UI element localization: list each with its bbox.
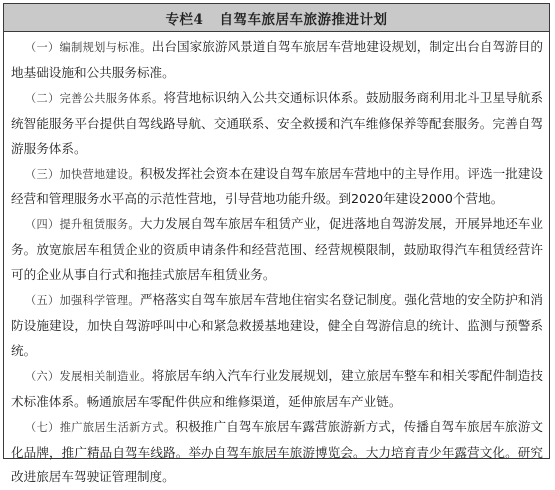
section-text: 积极推广自驾车旅居车露营旅游新方式，传播自驾车旅居车旅游文化品牌，推广精品自驾车线路。举办自驾车旅居车旅游博览会。大力培育青少年露营文化。研究改进旅居车驾驶证管理制度。 [11,418,544,485]
section-heading: （二）完善公共服务体系。 [25,91,164,105]
section-heading: （三）加快营地建设。 [25,167,140,181]
box-title: 自驾车旅居车旅游推进计划 [219,11,388,28]
section-text: 出台国家旅游风景道自驾车旅居车营地建设规划，制定出台自驾游目的地基础设施和公共服务标准。 [11,39,544,80]
section-heading: （四）提升租赁服务。 [25,218,140,232]
box-content [4,32,549,490]
section-heading: （六）发展相关制造业。 [25,369,152,383]
section-text: 严格落实自驾车旅居车营地住宿实名登记制度。强化营地的安全防护和消防设施建设，加快自驾游呼叫中心和紧急救援基地建设，健全自驾游信息的统计、监测与预警系统。 [11,292,543,358]
plan-box [3,3,550,485]
section-management [11,288,543,364]
section-manufacturing [11,364,543,415]
section-public-service [11,86,543,162]
section-text: 积极发挥社会资本在建设自驾车旅居车营地中的主导作用。评选一批建设经营和管理服务水平高的示范性营地，引导营地功能升级。到2020年建设2000个营地。 [11,165,543,207]
box-header [4,4,549,32]
section-heading: （七）推广旅居生活新方式。 [25,420,176,434]
column-label: 专栏4 [165,11,204,28]
section-text: 将营地标识纳入公共交通标识体系。鼓励服务商利用北斗卫星导航系统智能服务平台提供自驾线路导航、交通联系、安全救援和汽车维修保养等配套服务。完善自驾游服务体系。 [11,89,544,156]
section-lifestyle [11,415,543,490]
section-heading: （五）加强科学管理。 [25,294,140,308]
section-heading: （一）编制规划与标准。 [25,41,152,54]
section-campsite [11,162,543,213]
section-planning [11,35,543,86]
section-text: 大力发展自驾车旅居车租赁产业，促进落地自驾游发展，开展异地还车业务。放宽旅居车租赁企业的资质申请条件和经营范围、经营规模限制，鼓励取得汽车租赁经营许可的企业从事自行式和拖挂式旅居车租赁业务。 [11,216,543,283]
section-text: 将旅居车纳入汽车行业发展规划，建立旅居车整车和相关零配件制造技术标准体系。畅通旅居车零配件供应和维修渠道，延伸旅居车产业链。 [11,367,544,409]
section-rental [11,212,543,288]
